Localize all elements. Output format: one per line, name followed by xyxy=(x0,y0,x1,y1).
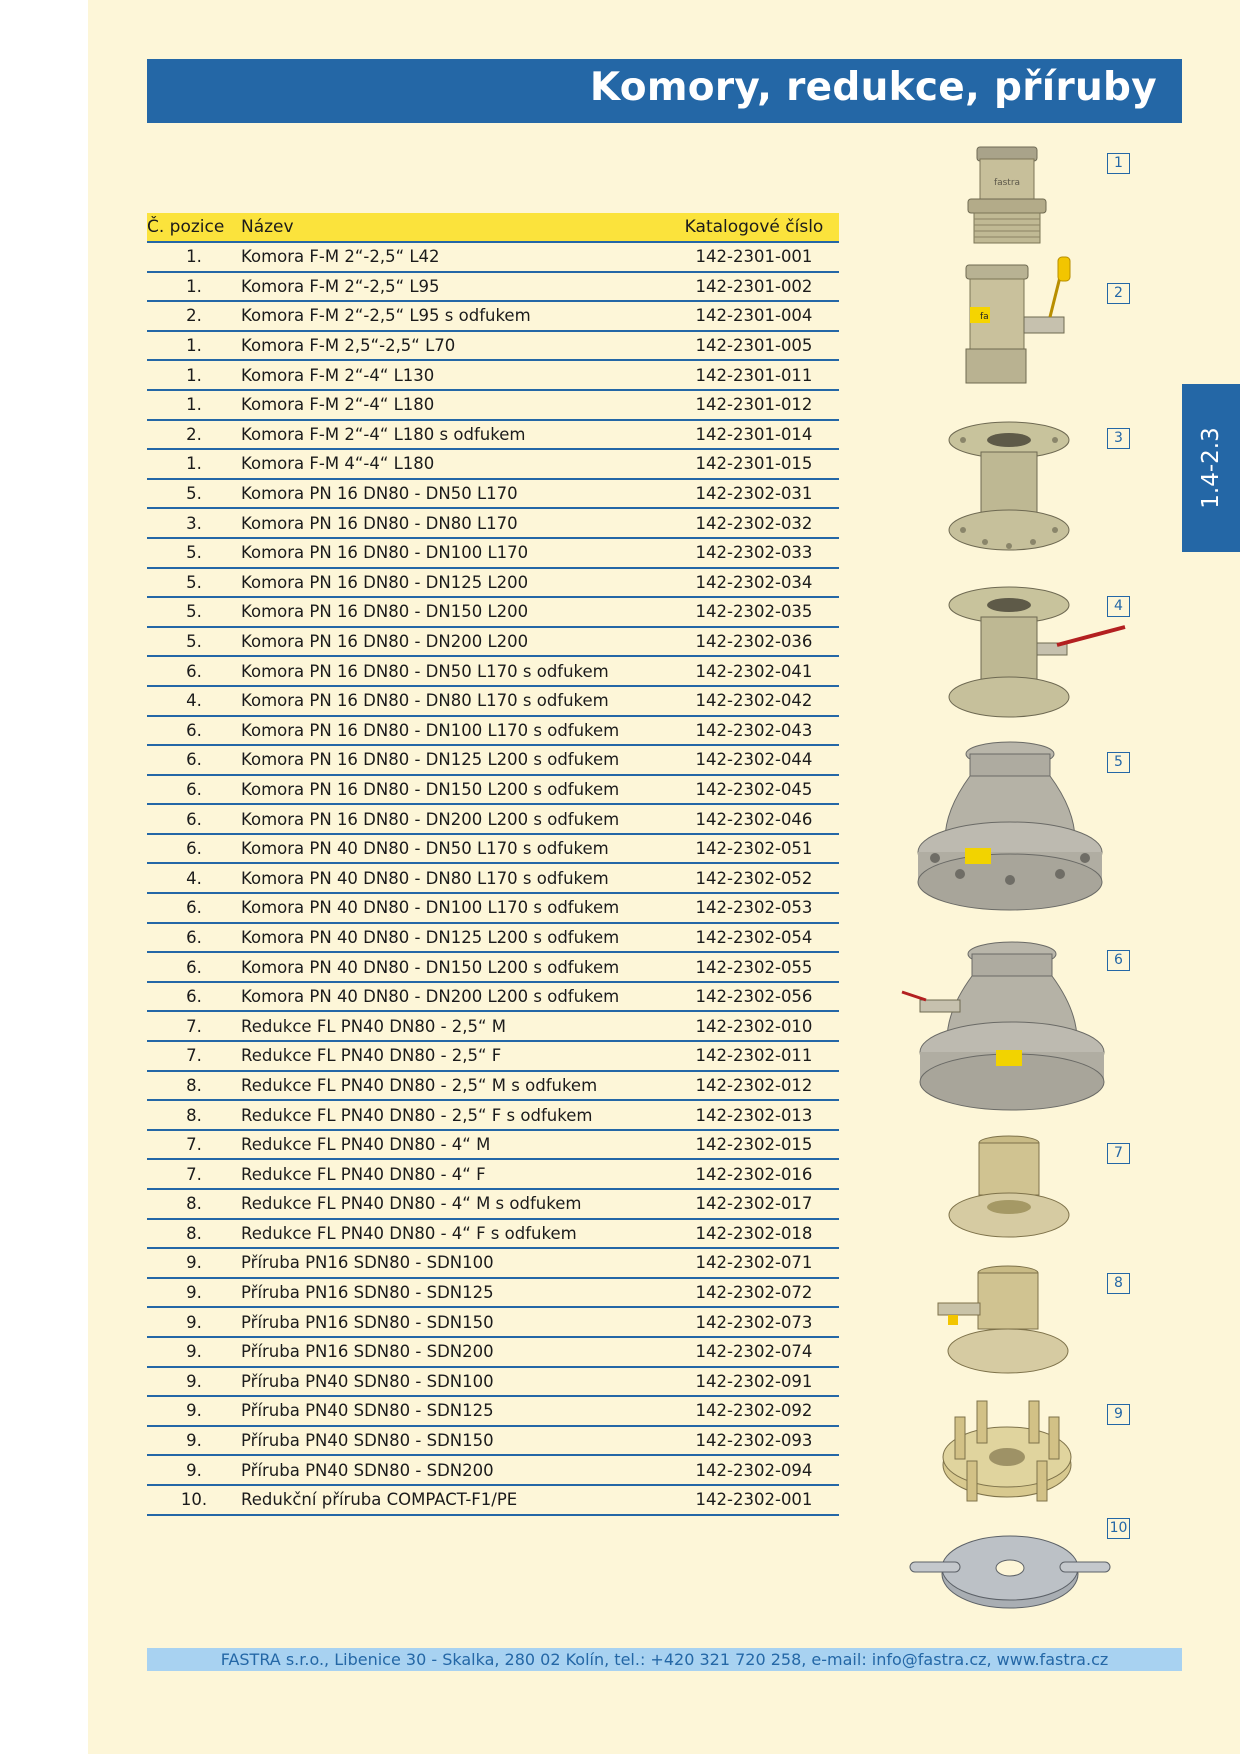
row-name: Komora PN 16 DN80 - DN125 L200 xyxy=(241,568,669,598)
table-row xyxy=(147,627,839,657)
row-name: Komora PN 40 DN80 - DN50 L170 s odfukem xyxy=(241,834,669,864)
row-position: 8. xyxy=(147,1189,241,1219)
table-row xyxy=(147,952,839,982)
row-position: 6. xyxy=(147,893,241,923)
row-position: 8. xyxy=(147,1219,241,1249)
row-position: 5. xyxy=(147,627,241,657)
table-row xyxy=(147,1337,839,1367)
row-name: Komora F-M 2“-4“ L130 xyxy=(241,360,669,390)
row-catalog-number: 142-2302-032 xyxy=(669,508,839,538)
table-row xyxy=(147,242,839,272)
row-name: Komora PN 16 DN80 - DN150 L200 s odfukem xyxy=(241,775,669,805)
row-position: 9. xyxy=(147,1278,241,1308)
row-name: Komora PN 16 DN80 - DN125 L200 s odfukem xyxy=(241,745,669,775)
photo-label-3: 3 xyxy=(1107,428,1130,449)
table-row xyxy=(147,597,839,627)
row-catalog-number: 142-2301-001 xyxy=(669,242,839,272)
row-catalog-number: 142-2302-041 xyxy=(669,656,839,686)
row-position: 5. xyxy=(147,538,241,568)
row-position: 6. xyxy=(147,656,241,686)
table-row xyxy=(147,1455,839,1485)
row-name: Komora PN 16 DN80 - DN80 L170 xyxy=(241,508,669,538)
product-photo-2 xyxy=(960,255,1100,390)
row-catalog-number: 142-2302-016 xyxy=(669,1159,839,1189)
row-catalog-number: 142-2302-036 xyxy=(669,627,839,657)
table-row xyxy=(147,1248,839,1278)
row-position: 1. xyxy=(147,390,241,420)
row-name: Příruba PN16 SDN80 - SDN125 xyxy=(241,1278,669,1308)
product-photo-6 xyxy=(900,940,1110,1112)
row-position: 10. xyxy=(147,1485,241,1515)
photo-label-2: 2 xyxy=(1107,283,1130,304)
photo-label-6: 6 xyxy=(1107,950,1130,971)
product-photo-10 xyxy=(908,1530,1112,1615)
row-position: 6. xyxy=(147,982,241,1012)
row-position: 3. xyxy=(147,508,241,538)
table-row xyxy=(147,982,839,1012)
row-name: Redukce FL PN40 DN80 - 2,5“ F xyxy=(241,1041,669,1071)
row-catalog-number: 142-2302-051 xyxy=(669,834,839,864)
row-name: Komora F-M 4“-4“ L180 xyxy=(241,449,669,479)
table-row xyxy=(147,508,839,538)
row-catalog-number: 142-2302-056 xyxy=(669,982,839,1012)
row-catalog-number: 142-2302-052 xyxy=(669,863,839,893)
row-name: Příruba PN16 SDN80 - SDN150 xyxy=(241,1307,669,1337)
row-catalog-number: 142-2302-033 xyxy=(669,538,839,568)
svg-text:fa: fa xyxy=(980,312,989,322)
row-name: Redukce FL PN40 DN80 - 4“ F s odfukem xyxy=(241,1219,669,1249)
table-row xyxy=(147,272,839,302)
row-catalog-number: 142-2302-074 xyxy=(669,1337,839,1367)
row-position: 7. xyxy=(147,1011,241,1041)
title-bar xyxy=(147,59,1182,123)
row-name: Komora PN 40 DN80 - DN200 L200 s odfukem xyxy=(241,982,669,1012)
row-catalog-number: 142-2302-072 xyxy=(669,1278,839,1308)
row-catalog-number: 142-2302-054 xyxy=(669,923,839,953)
product-photo-5 xyxy=(915,740,1105,912)
row-name: Komora F-M 2,5“-2,5“ L70 xyxy=(241,331,669,361)
table-row xyxy=(147,390,839,420)
row-name: Komora PN 16 DN80 - DN50 L170 s odfukem xyxy=(241,656,669,686)
row-position: 6. xyxy=(147,716,241,746)
table-row xyxy=(147,1278,839,1308)
table-row xyxy=(147,1307,839,1337)
table-row xyxy=(147,479,839,509)
row-position: 8. xyxy=(147,1100,241,1130)
row-name: Redukce FL PN40 DN80 - 4“ M s odfukem xyxy=(241,1189,669,1219)
row-name: Komora PN 40 DN80 - DN80 L170 s odfukem xyxy=(241,863,669,893)
photo-label-8: 8 xyxy=(1107,1273,1130,1294)
row-position: 1. xyxy=(147,272,241,302)
column-header-catalog-number: Katalogové číslo xyxy=(669,213,839,242)
row-name: Příruba PN40 SDN80 - SDN150 xyxy=(241,1426,669,1456)
row-catalog-number: 142-2302-093 xyxy=(669,1426,839,1456)
photo-label-1: 1 xyxy=(1107,153,1130,174)
row-name: Komora PN 16 DN80 - DN80 L170 s odfukem xyxy=(241,686,669,716)
row-catalog-number: 142-2301-014 xyxy=(669,420,839,450)
row-name: Komora PN 16 DN80 - DN150 L200 xyxy=(241,597,669,627)
row-name: Komora F-M 2“-4“ L180 s odfukem xyxy=(241,420,669,450)
row-position: 1. xyxy=(147,331,241,361)
row-position: 2. xyxy=(147,420,241,450)
table-row xyxy=(147,1130,839,1160)
row-name: Komora F-M 2“-4“ L180 xyxy=(241,390,669,420)
column-header-position: Č. pozice xyxy=(147,213,241,242)
row-position: 5. xyxy=(147,479,241,509)
product-photo-9 xyxy=(937,1395,1077,1515)
row-catalog-number: 142-2302-071 xyxy=(669,1248,839,1278)
table-row xyxy=(147,1426,839,1456)
row-catalog-number: 142-2302-015 xyxy=(669,1130,839,1160)
row-position: 4. xyxy=(147,686,241,716)
table-row xyxy=(147,1189,839,1219)
table-row xyxy=(147,1159,839,1189)
table-row xyxy=(147,1071,839,1101)
row-position: 2. xyxy=(147,301,241,331)
product-photo-7 xyxy=(945,1135,1073,1243)
photo-label-10: 10 xyxy=(1107,1518,1130,1539)
row-position: 9. xyxy=(147,1248,241,1278)
row-catalog-number: 142-2302-001 xyxy=(669,1485,839,1515)
table-row xyxy=(147,1367,839,1397)
row-name: Komora PN 16 DN80 - DN100 L170 s odfukem xyxy=(241,716,669,746)
table-row xyxy=(147,568,839,598)
row-catalog-number: 142-2302-013 xyxy=(669,1100,839,1130)
row-position: 6. xyxy=(147,745,241,775)
row-catalog-number: 142-2302-055 xyxy=(669,952,839,982)
row-catalog-number: 142-2302-010 xyxy=(669,1011,839,1041)
table-row xyxy=(147,1485,839,1515)
row-catalog-number: 142-2302-035 xyxy=(669,597,839,627)
row-catalog-number: 142-2301-002 xyxy=(669,272,839,302)
page-title: Komory, redukce, příruby xyxy=(589,65,1157,110)
row-position: 9. xyxy=(147,1367,241,1397)
table-row xyxy=(147,301,839,331)
table-row xyxy=(147,804,839,834)
table-row xyxy=(147,360,839,390)
row-name: Komora F-M 2“-2,5“ L95 s odfukem xyxy=(241,301,669,331)
row-name: Komora PN 40 DN80 - DN100 L170 s odfukem xyxy=(241,893,669,923)
row-catalog-number: 142-2301-004 xyxy=(669,301,839,331)
table-row xyxy=(147,1100,839,1130)
row-position: 6. xyxy=(147,804,241,834)
row-name: Komora F-M 2“-2,5“ L95 xyxy=(241,272,669,302)
row-position: 9. xyxy=(147,1307,241,1337)
row-position: 1. xyxy=(147,449,241,479)
row-position: 7. xyxy=(147,1130,241,1160)
row-position: 5. xyxy=(147,597,241,627)
row-position: 9. xyxy=(147,1396,241,1426)
row-name: Redukce FL PN40 DN80 - 2,5“ M xyxy=(241,1011,669,1041)
table-row xyxy=(147,1219,839,1249)
row-name: Redukce FL PN40 DN80 - 2,5“ F s odfukem xyxy=(241,1100,669,1130)
table-row xyxy=(147,893,839,923)
row-position: 8. xyxy=(147,1071,241,1101)
table-row xyxy=(147,331,839,361)
row-position: 9. xyxy=(147,1337,241,1367)
row-name: Redukční příruba COMPACT-F1/PE xyxy=(241,1485,669,1515)
product-table xyxy=(147,213,839,1516)
table-row xyxy=(147,686,839,716)
row-name: Příruba PN40 SDN80 - SDN100 xyxy=(241,1367,669,1397)
row-position: 7. xyxy=(147,1041,241,1071)
row-name: Komora PN 16 DN80 - DN200 L200 s odfukem xyxy=(241,804,669,834)
row-catalog-number: 142-2302-031 xyxy=(669,479,839,509)
row-position: 6. xyxy=(147,952,241,982)
row-name: Komora PN 16 DN80 - DN50 L170 xyxy=(241,479,669,509)
row-name: Příruba PN40 SDN80 - SDN200 xyxy=(241,1455,669,1485)
row-name: Komora F-M 2“-2,5“ L42 xyxy=(241,242,669,272)
row-name: Redukce FL PN40 DN80 - 4“ F xyxy=(241,1159,669,1189)
row-catalog-number: 142-2302-092 xyxy=(669,1396,839,1426)
table-row xyxy=(147,1396,839,1426)
row-catalog-number: 142-2302-017 xyxy=(669,1189,839,1219)
row-catalog-number: 142-2302-046 xyxy=(669,804,839,834)
photo-label-4: 4 xyxy=(1107,596,1130,617)
table-row xyxy=(147,656,839,686)
row-position: 9. xyxy=(147,1426,241,1456)
row-catalog-number: 142-2302-045 xyxy=(669,775,839,805)
table-row xyxy=(147,863,839,893)
row-position: 1. xyxy=(147,360,241,390)
table-header-row xyxy=(147,213,839,242)
row-catalog-number: 142-2302-043 xyxy=(669,716,839,746)
section-tab[interactable] xyxy=(1182,384,1240,552)
row-position: 6. xyxy=(147,923,241,953)
table-row xyxy=(147,538,839,568)
row-catalog-number: 142-2302-073 xyxy=(669,1307,839,1337)
section-tab-label: 1.4-2.3 xyxy=(1198,427,1224,509)
row-name: Příruba PN40 SDN80 - SDN125 xyxy=(241,1396,669,1426)
table-row xyxy=(147,834,839,864)
table-row xyxy=(147,449,839,479)
table-row xyxy=(147,923,839,953)
product-photo-3 xyxy=(945,418,1073,554)
row-catalog-number: 142-2302-044 xyxy=(669,745,839,775)
row-position: 7. xyxy=(147,1159,241,1189)
table-row xyxy=(147,745,839,775)
row-name: Komora PN 40 DN80 - DN125 L200 s odfukem xyxy=(241,923,669,953)
row-catalog-number: 142-2302-018 xyxy=(669,1219,839,1249)
row-name: Příruba PN16 SDN80 - SDN100 xyxy=(241,1248,669,1278)
row-position: 1. xyxy=(147,242,241,272)
row-position: 9. xyxy=(147,1455,241,1485)
row-catalog-number: 142-2302-053 xyxy=(669,893,839,923)
row-position: 6. xyxy=(147,834,241,864)
row-catalog-number: 142-2302-094 xyxy=(669,1455,839,1485)
row-catalog-number: 142-2301-011 xyxy=(669,360,839,390)
row-position: 5. xyxy=(147,568,241,598)
table-row xyxy=(147,420,839,450)
column-header-name: Název xyxy=(241,213,669,242)
photo-label-7: 7 xyxy=(1107,1143,1130,1164)
row-catalog-number: 142-2301-012 xyxy=(669,390,839,420)
table-row xyxy=(147,1041,839,1071)
row-catalog-number: 142-2301-015 xyxy=(669,449,839,479)
table-row xyxy=(147,1011,839,1041)
row-name: Komora PN 16 DN80 - DN100 L170 xyxy=(241,538,669,568)
row-catalog-number: 142-2301-005 xyxy=(669,331,839,361)
row-catalog-number: 142-2302-012 xyxy=(669,1071,839,1101)
product-brand-mark: fastra xyxy=(993,178,1021,188)
row-name: Redukce FL PN40 DN80 - 4“ M xyxy=(241,1130,669,1160)
row-name: Komora PN 40 DN80 - DN150 L200 s odfukem xyxy=(241,952,669,982)
photo-label-9: 9 xyxy=(1107,1404,1130,1425)
footer-contact: FASTRA s.r.o., Libenice 30 - Skalka, 280 02 Kolín, tel.: +420 321 720 258, e-mail: info@fastra.cz, www.fastra.cz xyxy=(147,1648,1182,1671)
row-name: Redukce FL PN40 DN80 - 2,5“ M s odfukem xyxy=(241,1071,669,1101)
row-name: Komora PN 16 DN80 - DN200 L200 xyxy=(241,627,669,657)
product-photo-1 xyxy=(960,145,1055,253)
row-catalog-number: 142-2302-034 xyxy=(669,568,839,598)
row-position: 4. xyxy=(147,863,241,893)
row-name: Příruba PN16 SDN80 - SDN200 xyxy=(241,1337,669,1367)
photo-label-5: 5 xyxy=(1107,752,1130,773)
row-catalog-number: 142-2302-091 xyxy=(669,1367,839,1397)
table-row xyxy=(147,775,839,805)
product-photo-4 xyxy=(945,585,1130,721)
row-position: 6. xyxy=(147,775,241,805)
table-row xyxy=(147,716,839,746)
row-catalog-number: 142-2302-011 xyxy=(669,1041,839,1071)
row-catalog-number: 142-2302-042 xyxy=(669,686,839,716)
product-photo-8 xyxy=(930,1265,1070,1380)
